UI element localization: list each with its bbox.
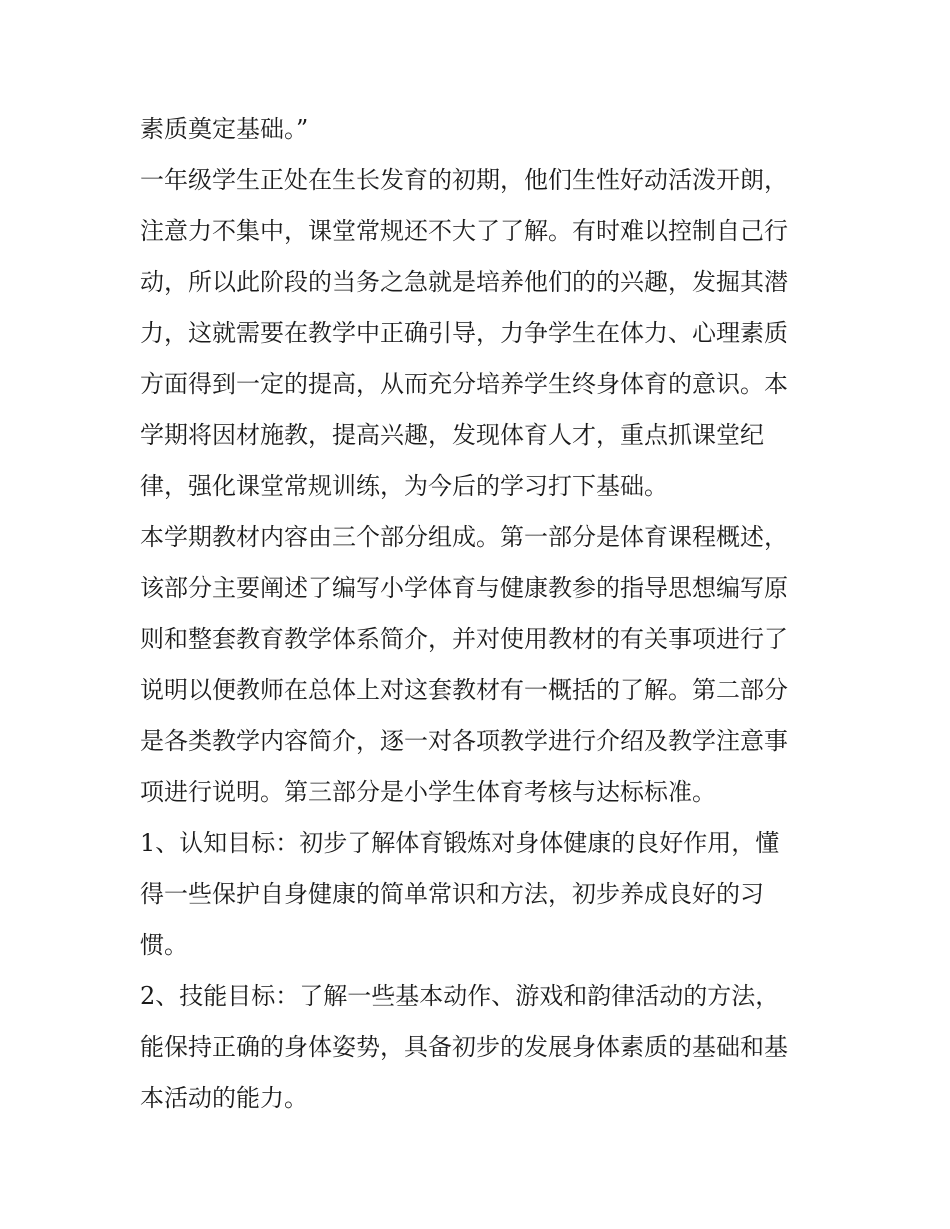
text-line: 1、认知目标：初步了解体育锻炼对身体健康的良好作用，懂: [140, 829, 780, 857]
text-line: 力，这就需要在教学中正确引导，力争学生在体力、心理素质: [140, 319, 788, 347]
text-line: 注意力不集中，课堂常规还不大了了解。有时难以控制自己行: [140, 217, 788, 245]
text-line: 一年级学生正处在生长发育的初期，他们生性好动活泼开朗，: [140, 166, 788, 194]
body-text: [140, 104, 820, 1124]
text-line: 得一些保护自身健康的简单常识和方法，初步养成良好的习: [140, 880, 764, 908]
text-line: 本活动的能力。: [140, 1084, 308, 1112]
text-line: 2、技能目标：了解一些基本动作、游戏和韵律活动的方法，: [140, 982, 780, 1010]
text-line: 素质奠定基础。”: [140, 115, 309, 143]
text-line: 律，强化课堂常规训练，为今后的学习打下基础。: [140, 472, 668, 500]
text-line: 惯。: [140, 931, 188, 959]
text-line: 方面得到一定的提高，从而充分培养学生终身体育的意识。本: [140, 370, 788, 398]
text-line: 则和整套教育教学体系简介，并对使用教材的有关事项进行了: [140, 625, 788, 653]
text-line: 动，所以此阶段的当务之急就是培养他们的的兴趣，发掘其潜: [140, 268, 788, 296]
text-line: 是各类教学内容简介，逐一对各项教学进行介绍及教学注意事: [140, 727, 788, 755]
text-line: 该部分主要阐述了编写小学体育与健康教参的指导思想编写原: [140, 574, 788, 602]
text-line: 本学期教材内容由三个部分组成。第一部分是体育课程概述，: [140, 523, 788, 551]
text-line: 说明以便教师在总体上对这套教材有一概括的了解。第二部分: [140, 676, 788, 704]
text-line: 学期将因材施教，提高兴趣，发现体育人才，重点抓课堂纪: [140, 421, 764, 449]
text-line: 项进行说明。第三部分是小学生体育考核与达标标准。: [140, 778, 716, 806]
text-line: 能保持正确的身体姿势，具备初步的发展身体素质的基础和基: [140, 1033, 788, 1061]
